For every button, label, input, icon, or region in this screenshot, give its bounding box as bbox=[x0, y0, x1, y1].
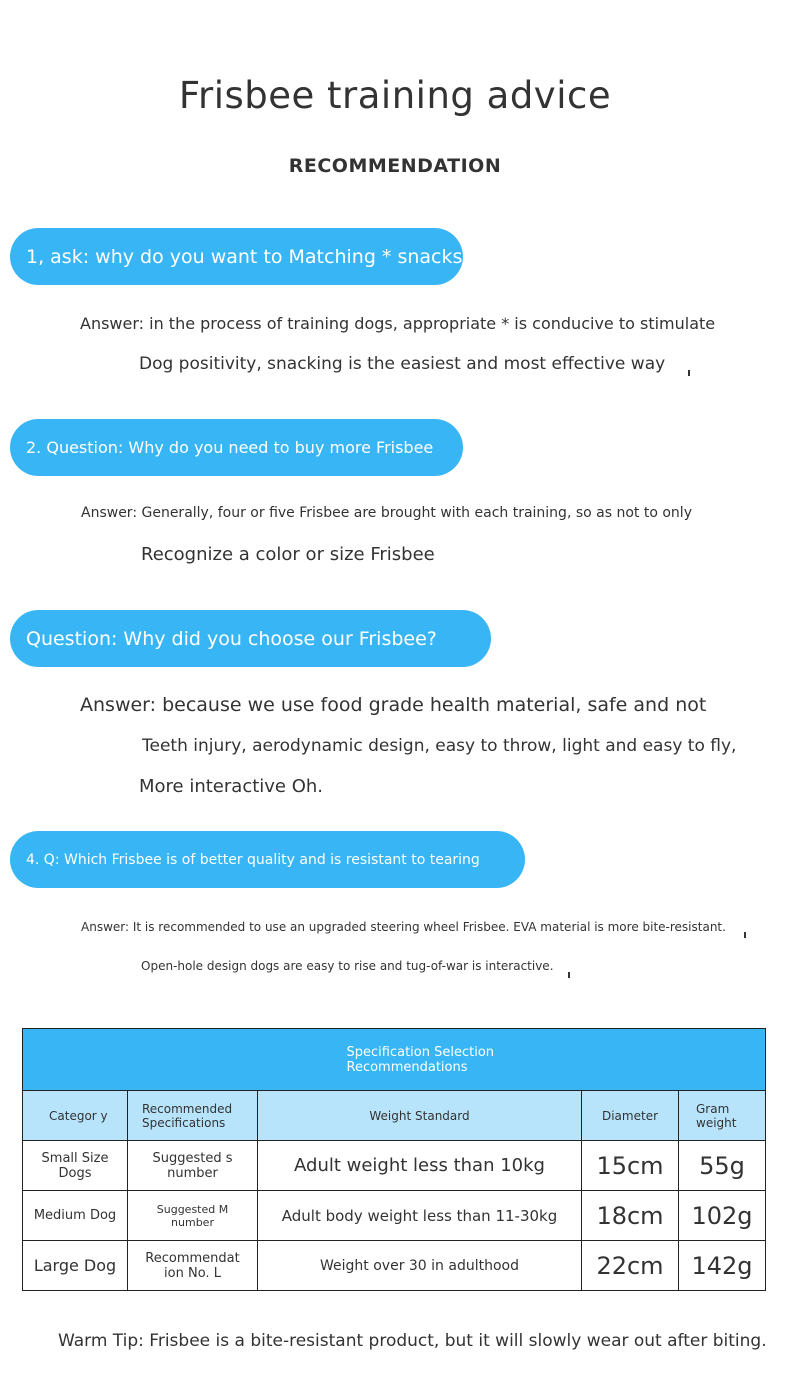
cell-spec: Suggested M number bbox=[128, 1191, 258, 1241]
spec-table-title-line-2: Recommendations bbox=[346, 1059, 468, 1075]
question-3-banner bbox=[10, 610, 491, 667]
cell-category: Large Dog bbox=[23, 1241, 128, 1291]
spec-table-title-line-1: Specification Selection bbox=[346, 1044, 495, 1060]
answer-3-line-1: Answer: because we use food grade health material, safe and not bbox=[80, 694, 707, 716]
stray-mark bbox=[568, 972, 570, 978]
question-4-banner bbox=[10, 831, 525, 888]
cell-gram: 55g bbox=[679, 1141, 766, 1191]
question-2-banner bbox=[10, 419, 463, 476]
spec-table bbox=[22, 1028, 766, 1291]
cell-spec: Suggested s number bbox=[128, 1141, 258, 1191]
table-row bbox=[23, 1191, 766, 1241]
cell-weight: Adult body weight less than 11-30kg bbox=[258, 1191, 582, 1241]
question-4-text: 4. Q: Which Frisbee is of better quality and is resistant to tearing bbox=[26, 851, 480, 868]
answer-4-line-1: Answer: It is recommended to use an upgraded steering wheel Frisbee. EVA material is more bite-resistant. bbox=[81, 920, 726, 934]
header-gram-weight: Gram weight bbox=[679, 1091, 766, 1141]
cell-weight: Adult weight less than 10kg bbox=[258, 1141, 582, 1191]
spec-table-title bbox=[23, 1029, 766, 1091]
cell-category: Medium Dog bbox=[23, 1191, 128, 1241]
header-recommended-specifications: Recommended Specifications bbox=[128, 1091, 258, 1141]
spec-table-header-row bbox=[23, 1091, 766, 1141]
warm-tip: Warm Tip: Frisbee is a bite-resistant product, but it will slowly wear out after biting. bbox=[58, 1331, 767, 1351]
cell-diameter: 15cm bbox=[582, 1141, 679, 1191]
page-subtitle: RECOMMENDATION bbox=[288, 155, 502, 177]
cell-diameter: 18cm bbox=[582, 1191, 679, 1241]
answer-1-line-2: Dog positivity, snacking is the easiest and most effective way bbox=[139, 354, 666, 374]
cell-diameter: 22cm bbox=[582, 1241, 679, 1291]
header-weight-standard: Weight Standard bbox=[258, 1091, 582, 1141]
answer-2-line-1: Answer: Generally, four or five Frisbee are brought with each training, so as not to only bbox=[81, 505, 692, 521]
question-1-text: 1, ask: why do you want to Matching * snacks bbox=[26, 245, 463, 268]
answer-1-line-1: Answer: in the process of training dogs, appropriate * is conducive to stimulate bbox=[80, 314, 716, 333]
answer-2-line-2: Recognize a color or size Frisbee bbox=[141, 544, 435, 565]
question-2-text: 2. Question: Why do you need to buy more Frisbee bbox=[26, 438, 434, 457]
answer-4-line-2: Open-hole design dogs are easy to rise and tug-of-war is interactive. bbox=[141, 959, 554, 973]
table-row bbox=[23, 1141, 766, 1191]
cell-gram: 102g bbox=[679, 1191, 766, 1241]
cell-category: Small Size Dogs bbox=[23, 1141, 128, 1191]
cell-gram: 142g bbox=[679, 1241, 766, 1291]
cell-weight: Weight over 30 in adulthood bbox=[258, 1241, 582, 1291]
page-title: Frisbee training advice bbox=[178, 74, 612, 117]
question-1-banner bbox=[10, 228, 463, 285]
stray-mark bbox=[688, 370, 690, 376]
header-diameter: Diameter bbox=[582, 1091, 679, 1141]
answer-3-line-2: Teeth injury, aerodynamic design, easy to throw, light and easy to fly, bbox=[142, 736, 737, 756]
cell-spec: Recommendat ion No. L bbox=[128, 1241, 258, 1291]
answer-3-line-3: More interactive Oh. bbox=[139, 776, 324, 797]
header-category: Categor y bbox=[23, 1091, 128, 1141]
stray-mark bbox=[744, 932, 746, 938]
question-3-text: Question: Why did you choose our Frisbee? bbox=[26, 627, 437, 650]
table-row bbox=[23, 1241, 766, 1291]
